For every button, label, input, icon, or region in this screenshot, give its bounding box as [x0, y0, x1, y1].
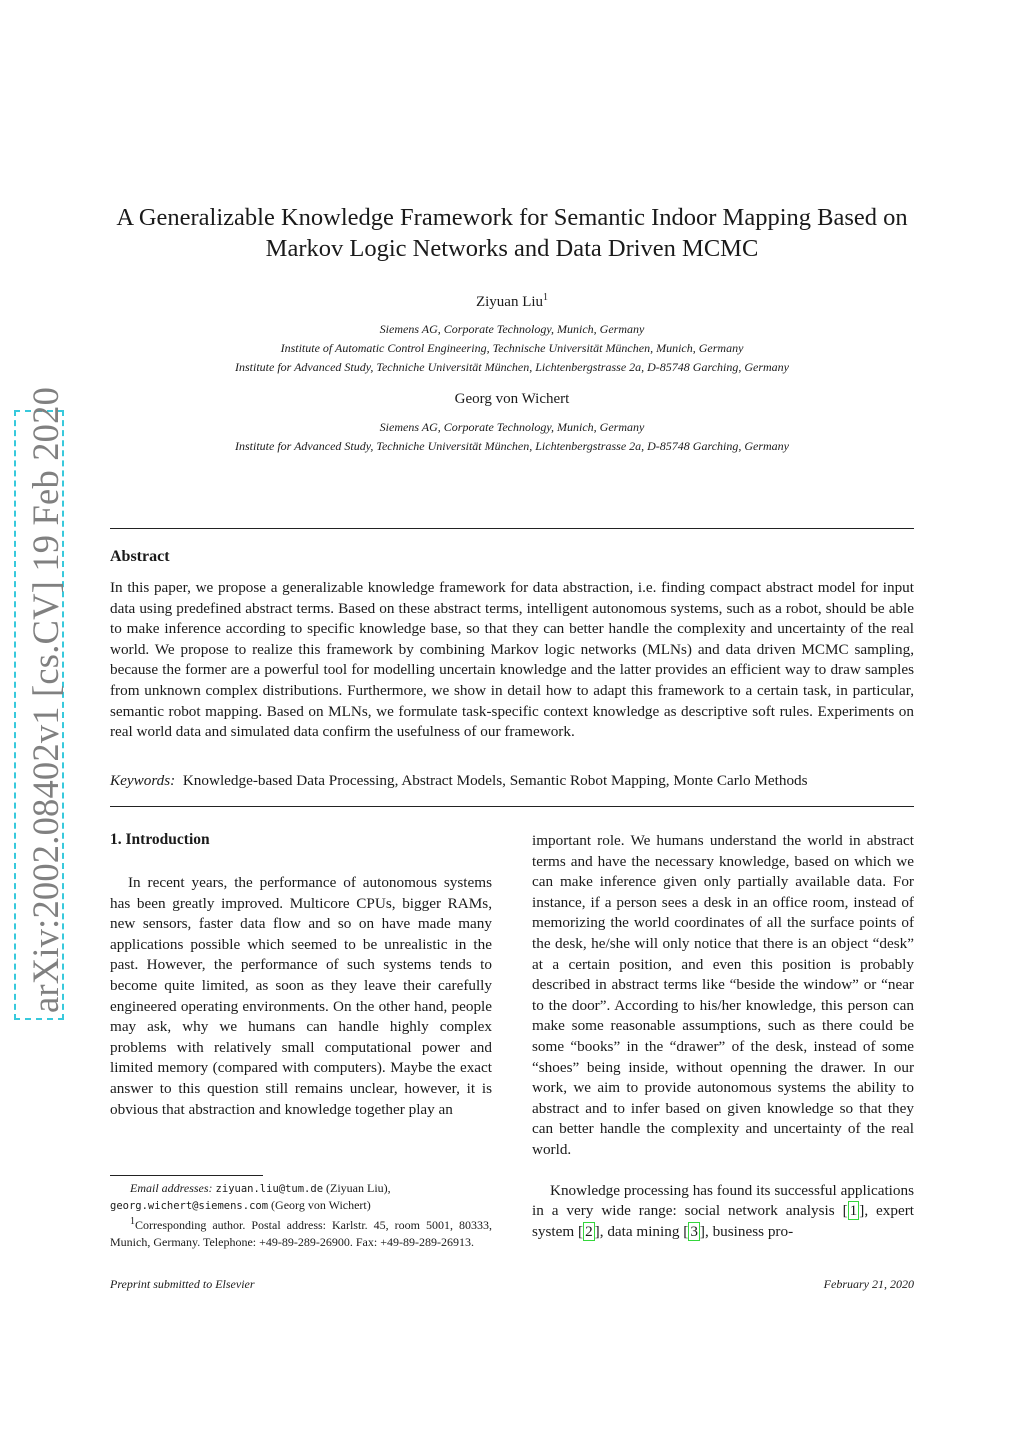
footer-right: February 21, 2020: [823, 1277, 914, 1291]
section-heading: 1. Introduction: [110, 831, 210, 848]
divider: [110, 528, 914, 529]
author-name: Georg von Wichert: [454, 391, 570, 407]
footnote-rule: [110, 1175, 263, 1176]
left-column: [110, 873, 492, 1120]
paragraph: Knowledge processing has found its successful applications in a very wide range: social network analysis [ 1 ], expert system [ 2 ], data mining [ 3 ], business pro-: [532, 1181, 914, 1240]
paragraph: In recent years, the performance of autonomous systems has been greatly improved. Multicore CPUs, bigger RAMs, new sensors, faster data flow and so on have made many applications possible which seemed to be unrealistic in the past. However, the performance of such systems tends to become quite limited, as soon as they leave their carefully engineered operating environments. On the other hand, people may ask, why we humans can handle highly complex problems with relatively small computational power and limited memory (compared with computers). Maybe the exact answer to this question still remains unclear, however, it is obvious that abstraction and knowledge together play an: [110, 874, 492, 1118]
author-name: Ziyuan Liu$^1$: [475, 292, 549, 310]
citation-link[interactable]: 1: [849, 1202, 858, 1220]
email-link[interactable]: ziyuan.liu@tum.de: [215, 1183, 324, 1195]
paragraph: important role. We humans understand the world in abstract terms and have the necessary knowledge, based on which we can make inference given only partially available data. For instance, if a person sees a desk in an office room, instead of memorizing the world coordinates of all the surface points of the desk, he/she will only notice that there is an object “desk” at a certain position, and even this position is probably described in abstract terms like “beside the window” or “near to the door”. According to his/her knowledge, this person can make some reasonable assumptions, such as there could be some “books” in the “drawer” of the desk, instead of some “shoes” being inside, without openning the drawer. In our work, we aim to provide autonomous systems the ability to abstract and to infer based on given knowledge so that they can better handle the complexity and uncertainty of the real world.: [532, 832, 914, 1158]
paper-title: A Generalizable Knowledge Framework for Semantic Indoor Mapping Based on Markov Logic Networks and Data Driven MCMC: [116, 204, 908, 262]
divider: [110, 806, 914, 807]
keywords: Keywords: Knowledge-based Data Processing, Abstract Models, Semantic Robot Mapping, Monte Carlo Methods: [110, 772, 808, 789]
footnotes: Email addresses: ziyuan.liu@tum.de (Ziyuan Liu), georg.wichert@siemens.com (Georg von Wichert) $^1$Corresponding author. Postal address: Karlstr. 45, room 5001, 80333, Munich, Germany. Telephone: +49-89-289-26900. Fax: +49-89-289-26913.: [110, 1181, 492, 1249]
right-column: [532, 831, 914, 1242]
abstract-heading: Abstract: [110, 548, 170, 565]
abstract-text: In this paper, we propose a generalizable knowledge framework for data abstraction, i.e. finding compact abstract model for input data using predefined abstract terms. Based on these abstract terms, intelligent autonomous systems, such as a robot, should be able to make inference according to specific knowledge base, so that they can better handle the complexity and uncertainty of the real world. We propose to realize this framework by combining Markov logic networks (MLNs) and data driven MCMC sampling, because the former are a powerful tool for modelling uncertain knowledge and the latter provides an efficient way to draw samples from unknown complex distributions. Furthermore, we show in detail how to adapt this framework to a certain task, in particular, semantic robot mapping. Based on MLNs, we formulate task-specific context knowledge as descriptive soft rules. Experiments on real world data and simulated data confirm the usefulness of our framework.: [110, 579, 914, 741]
footer-left: Preprint submitted to Elsevier: [110, 1277, 255, 1291]
email-link[interactable]: georg.wichert@siemens.com: [110, 1200, 269, 1213]
arxiv-stamp: arXiv:2002.08402v1 [cs.CV] 19 Feb 2020: [25, 386, 66, 1013]
author-affiliations: Siemens AG, Corporate Technology, Munich, Germany Institute for Advanced Study, Techniche Universität München, Lichtenbergstrasse 2a, D-85748 Garching, Germany: [234, 420, 790, 453]
citation-link[interactable]: 3: [690, 1222, 698, 1240]
citation-link[interactable]: 2: [585, 1222, 593, 1240]
author-affiliations: Siemens AG, Corporate Technology, Munich, Germany Institute of Automatic Control Engineering, Technische Universität München, Munich, Germany Institute for Advanced Study, Techniche Universität München, Lichtenbergstrasse 2a, D-85748 Garching, Germany: [234, 322, 790, 374]
